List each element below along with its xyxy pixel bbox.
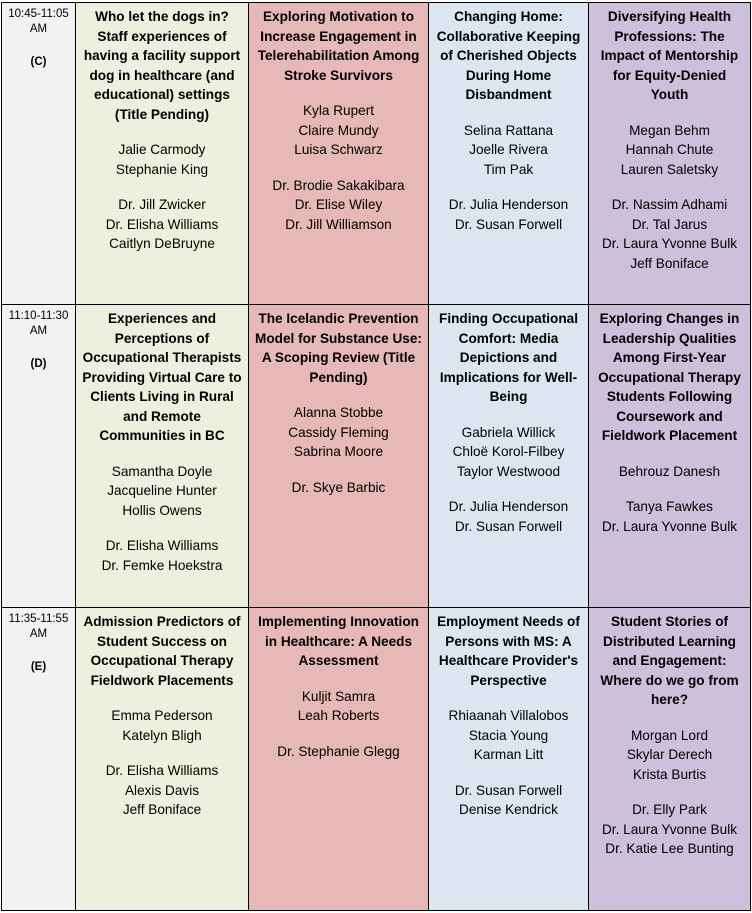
session-cell (429, 3, 589, 305)
student-name: Samantha Doyle (111, 463, 213, 479)
student-presenters (80, 140, 244, 179)
student-name: Hollis Owens (122, 502, 202, 518)
time-slot-cell (2, 305, 76, 608)
supervisors (433, 781, 584, 820)
student-name: Jalie Carmody (118, 142, 206, 157)
session-cell (76, 3, 249, 305)
supervisor-name: Dr. Stephanie Glegg (277, 743, 400, 759)
student-name: Lauren Saletsky (620, 161, 719, 177)
supervisor-name: Dr. Susan Forwell (454, 782, 563, 798)
supervisor-name: Dr. Elisha Williams (105, 216, 219, 232)
session-cell (589, 3, 751, 305)
student-presenters (433, 121, 584, 180)
supervisor-name: Dr. Julia Henderson (448, 499, 569, 514)
supervisor-name: Dr. Susan Forwell (454, 518, 563, 534)
supervisors (253, 478, 424, 498)
session-cell (429, 608, 589, 911)
student-name: Behrouz Danesh (618, 463, 721, 479)
session-title: Exploring Changes in Leadership Qualities Among First-Year Occupational Therapy Students Following Coursework and Fieldwork Placement (598, 311, 741, 443)
student-presenters (433, 706, 584, 765)
supervisor-name: Dr. Laura Yvonne Bulk (601, 236, 738, 251)
student-presenters (253, 101, 424, 160)
student-name: Morgan Lord (630, 727, 709, 743)
student-name: Luisa Schwarz (294, 142, 383, 157)
student-name: Leah Roberts (297, 708, 380, 723)
student-presenters (80, 706, 244, 745)
supervisor-name: Denise Kendrick (459, 802, 558, 817)
session-title: Finding Occupational Comfort: Media Depictions and Implications for Well-Being (439, 311, 578, 404)
supervisor-name: Dr. Femke Hoekstra (101, 557, 223, 573)
supervisors (80, 536, 244, 575)
supervisor-name: Jeff Boniface (122, 802, 202, 817)
schedule-row (2, 3, 751, 305)
supervisor-name: Dr. Brodie Sakakibara (272, 177, 405, 193)
student-name: Krista Burtis (632, 766, 707, 782)
supervisor-name: Caitlyn DeBruyne (109, 236, 215, 251)
student-name: Stacia Young (468, 727, 549, 743)
time-slot: 11:35-11:55 AM (8, 613, 69, 640)
time-slot: 11:10-11:30 AM (8, 310, 69, 337)
session-cell (249, 608, 429, 911)
student-presenters (593, 121, 746, 180)
session-cell (589, 305, 751, 608)
student-name: Karman Litt (473, 747, 544, 762)
student-presenters (593, 462, 746, 482)
student-name: Katelyn Bligh (122, 727, 202, 743)
session-title: Employment Needs of Persons with MS: A Healthcare Provider's Perspective (437, 614, 580, 688)
supervisor-name: Dr. Elise Wiley (294, 197, 383, 212)
student-name: Tim Pak (483, 161, 534, 177)
supervisor-name: Dr. Nassim Adhami (611, 197, 728, 212)
student-presenters (253, 403, 424, 462)
schedule-body (2, 3, 751, 911)
student-name: Joelle Rivera (469, 142, 548, 157)
student-name: Cassidy Fleming (288, 424, 389, 440)
student-name: Jacqueline Hunter (107, 483, 217, 498)
supervisor-name: Dr. Jill Williamson (285, 216, 392, 232)
supervisor-name: Dr. Laura Yvonne Bulk (601, 821, 738, 837)
supervisors (80, 195, 244, 254)
schedule-row (2, 608, 751, 911)
session-title: Implementing Innovation in Healthcare: A Needs Assessment (258, 614, 419, 668)
supervisors (253, 176, 424, 235)
supervisors (80, 761, 244, 820)
student-name: Kuljit Samra (301, 688, 376, 704)
student-name: Megan Behm (629, 122, 710, 138)
supervisors (593, 800, 746, 859)
supervisor-name: Dr. Elisha Williams (105, 763, 219, 778)
student-presenters (253, 687, 424, 726)
session-cell (589, 608, 751, 911)
session-cell (76, 608, 249, 911)
student-name: Gabriela Willick (461, 424, 556, 440)
student-name: Stephanie King (115, 161, 209, 177)
supervisor-name: Dr. Laura Yvonne Bulk (601, 518, 738, 534)
student-presenters (433, 423, 584, 482)
supervisor-name: Dr. Elisha Williams (105, 538, 219, 553)
student-presenters (593, 726, 746, 785)
time-slot-cell (2, 608, 76, 911)
schedule-row (2, 305, 751, 608)
supervisors (253, 742, 424, 762)
student-name: Emma Pederson (111, 708, 213, 723)
session-cell (249, 305, 429, 608)
supervisor-name: Alexis Davis (124, 782, 200, 798)
session-title: Exploring Motivation to Increase Engagement in Telerehabilitation Among Stroke Survivors (257, 9, 420, 83)
student-name: Selina Rattana (463, 122, 554, 138)
session-title: Changing Home: Collaborative Keeping of Cherished Objects During Home Disbandment (436, 9, 581, 102)
session-schedule-table (1, 2, 751, 911)
supervisors (433, 195, 584, 234)
session-code: (C) (30, 56, 47, 68)
session-code: (E) (30, 661, 47, 673)
student-name: Hannah Chute (625, 142, 714, 157)
student-name: Kyla Rupert (302, 103, 375, 118)
supervisor-name: Jeff Boniface (630, 255, 709, 271)
supervisor-name: Dr. Tal Jarus (631, 216, 708, 232)
supervisors (593, 497, 746, 536)
session-title: Student Stories of Distributed Learning and Engagement: Where do we go from here? (600, 614, 739, 707)
supervisors (433, 497, 584, 536)
supervisor-name: Dr. Susan Forwell (454, 216, 563, 232)
student-name: Sabrina Moore (293, 444, 384, 459)
session-title: Admission Predictors of Student Success on Occupational Therapy Fieldwork Placements (83, 614, 241, 688)
session-title: Who let the dogs in? Staff experiences of having a facility support dog in healthcare (and educational) settings (Title Pending) (83, 9, 241, 122)
session-code: (D) (30, 358, 47, 370)
supervisor-name: Dr. Skye Barbic (291, 479, 386, 495)
student-name: Rhiaanah Villalobos (448, 708, 569, 723)
supervisor-name: Dr. Elly Park (632, 802, 707, 817)
student-presenters (80, 462, 244, 521)
session-cell (76, 305, 249, 608)
student-name: Taylor Westwood (456, 463, 561, 479)
supervisors (593, 195, 746, 273)
supervisor-name: Dr. Jill Zwicker (118, 197, 206, 212)
supervisor-name: Dr. Katie Lee Bunting (605, 841, 734, 856)
session-title: Experiences and Perceptions of Occupational Therapists Providing Virtual Care to Clients Living in Rural and Remote Communities in BC (82, 311, 242, 443)
time-slot-cell (2, 3, 76, 305)
session-cell (249, 3, 429, 305)
student-name: Alanna Stobbe (293, 405, 384, 420)
session-cell (429, 305, 589, 608)
student-name: Claire Mundy (298, 122, 379, 138)
time-slot: 10:45-11:05 AM (8, 8, 69, 35)
session-title: The Icelandic Prevention Model for Substance Use: A Scoping Review (Title Pending) (255, 311, 422, 385)
session-title: Diversifying Health Professions: The Impact of Mentorship for Equity-Denied Youth (600, 9, 739, 102)
student-name: Skylar Derech (626, 747, 713, 762)
student-name: Chloë Korol-Filbey (452, 444, 565, 459)
supervisor-name: Tanya Fawkes (626, 499, 713, 514)
supervisor-name: Dr. Julia Henderson (448, 197, 569, 212)
